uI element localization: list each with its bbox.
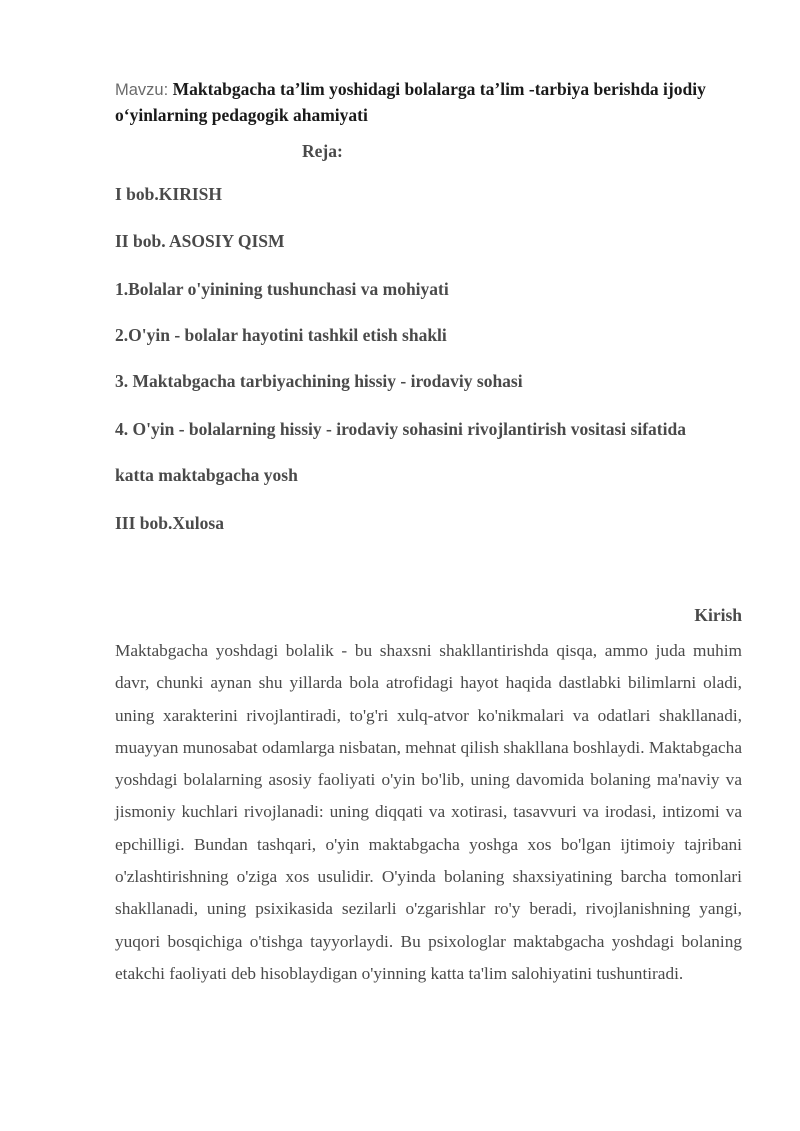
section-heading-kirish: Kirish [694,605,742,625]
plan-item: katta maktabgacha yosh [115,465,298,485]
plan-item: I bob.KIRISH [115,184,222,204]
plan-heading: Reja: [302,141,343,161]
topic-block [115,77,742,128]
plan-item: 2.O'yin - bolalar hayotini tashkil etish shakli [115,325,447,345]
plan-item: II bob. ASOSIY QISM [115,231,285,251]
plan-item: 4. O'yin - bolalarning hissiy - irodaviy sohasini rivojlantirish vositasi sifatida [115,419,686,439]
topic-label: Mavzu: [115,81,169,99]
plan-item: III bob.Xulosa [115,513,224,533]
intro-paragraph: Maktabgacha yoshdagi bolalik - bu shaxsni shakllantirishda qisqa, ammo juda muhim davr, chunki aynan shu yillarda bola atrofidagi hayot haqida dastlabki bilimlarni oladi, uning xarakterini rivojlantiradi, to'g'ri xulq-atvor ko'nikmalari va odatlari shakllanadi, muayyan munosabat odamlarga nisbatan, mehnat qilish shakllana boshlaydi. Maktabgacha yoshdagi bolalarning asosiy faoliyati o'yin bo'lib, uning davomida bolaning ma'naviy va jismoniy kuchlari rivojlanadi: uning diqqati va xotirasi, tasavvuri va irodasi, intizomi va epchilligi. Bundan tashqari, o'yin maktabgacha yoshga xos bo'lgan ijtimoiy tajribani o'zlashtirishning o'ziga xos usulidir. O'yinda bolaning shaxsiyatining barcha tomonlari shakllanadi, uning psixikasida sezilarli o'zgarishlar ro'y beradi, rivojlanishning yangi, yuqori bosqichiga o'tishga tayyorlaydi. Bu psixologlar maktabgacha yoshdagi bolaning etakchi faoliyati deb hisoblaydigan o'yinning katta ta'lim salohiyatini tushuntiradi. [115,641,742,983]
topic-title: Maktabgacha ta’lim yoshidagi bolalarga ta’lim -tarbiya berishda ijodiy o‘yinlarning pedagogik ahamiyati [115,79,706,125]
plan-item: 1.Bolalar o'yinining tushunchasi va mohiyati [115,279,449,299]
plan-item: 3. Maktabgacha tarbiyachining hissiy - irodaviy sohasi [115,371,523,391]
